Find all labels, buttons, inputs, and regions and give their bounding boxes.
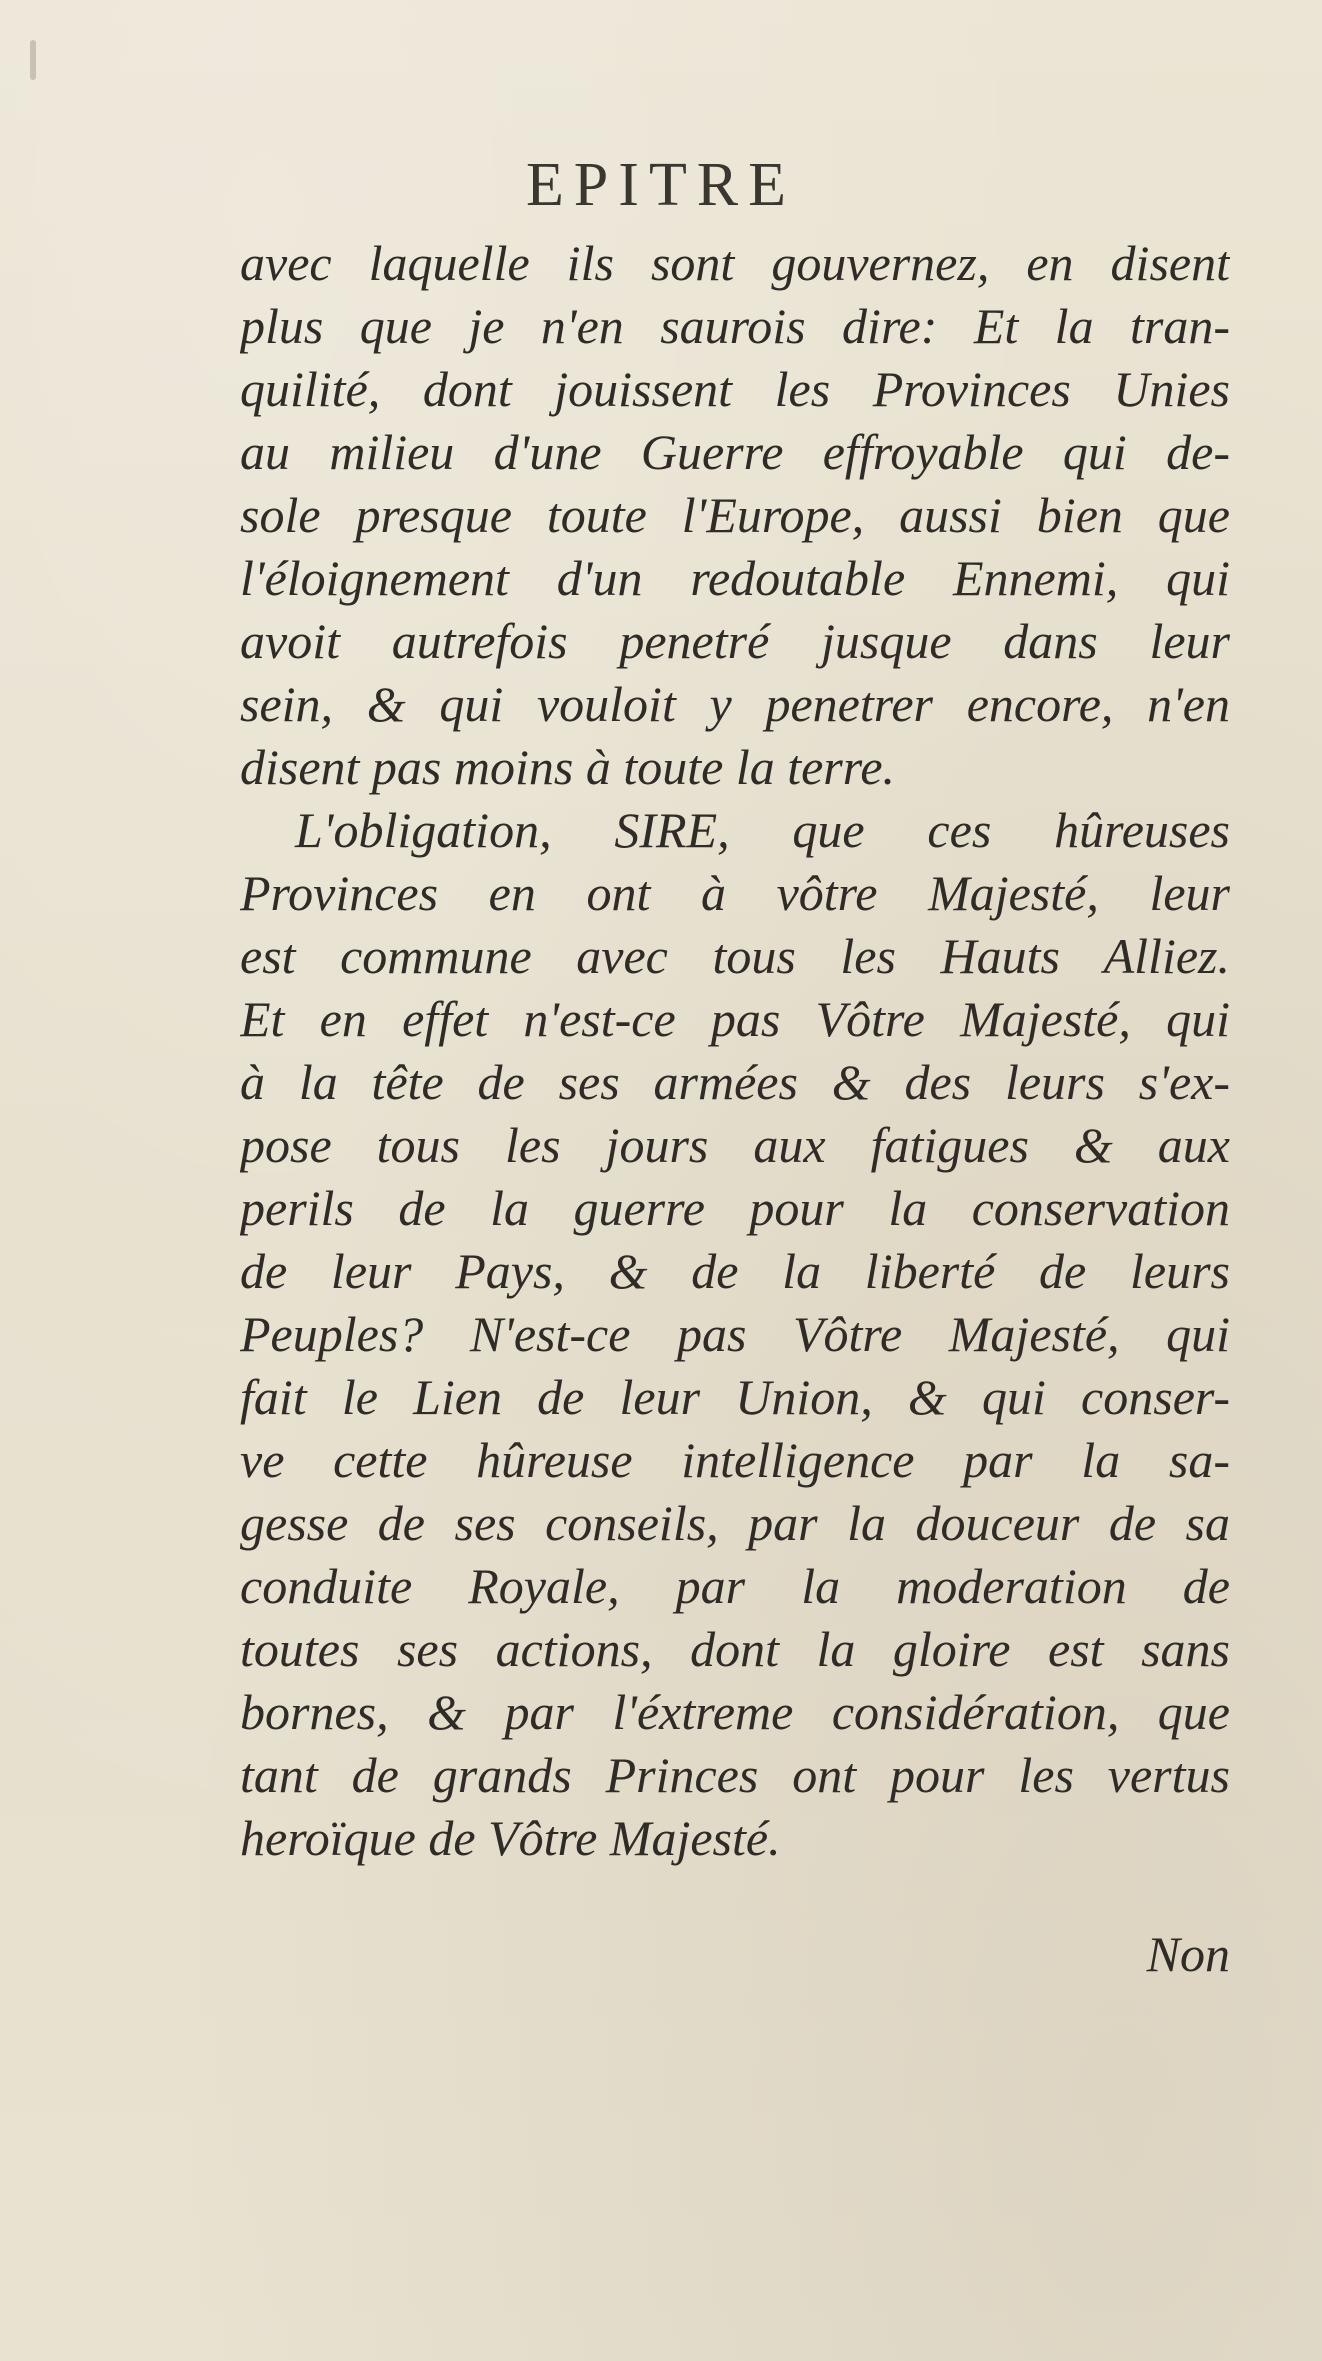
text-line: Provinces en ont à vôtre Majesté, leur <box>240 865 1230 921</box>
text-line: avoit autrefois penetré jusque dans leur <box>240 613 1230 669</box>
text-line: sole presque toute l'Europe, aussi bien que <box>240 487 1230 543</box>
text-line: perils de la guerre pour la conservation <box>240 1180 1230 1236</box>
text-line: quilité, dont jouissent les Provinces Unies <box>240 361 1230 417</box>
text-line: de leur Pays, & de la liberté de leurs <box>240 1243 1230 1299</box>
text-line: toutes ses actions, dont la gloire est sans <box>240 1621 1230 1677</box>
text-line: fait le Lien de leur Union, & qui conser- <box>240 1369 1230 1425</box>
page-mark <box>30 40 36 80</box>
catchword: Non <box>1146 1926 1230 1982</box>
text-line: bornes, & par l'éxtreme considération, que <box>240 1684 1230 1740</box>
text-line: Peuples? N'est-ce pas Vôtre Majesté, qui <box>240 1306 1230 1362</box>
text-line: sein, & qui vouloit y penetrer encore, n'en <box>240 676 1230 732</box>
text-line: heroïque de Vôtre Majesté. <box>240 1810 781 1866</box>
text-line: pose tous les jours aux fatigues & aux <box>240 1117 1230 1173</box>
body-text <box>240 232 1230 1870</box>
text-line: avec laquelle ils sont gouvernez, en disent <box>240 235 1230 291</box>
text-line: tant de grands Princes ont pour les vertus <box>240 1747 1230 1803</box>
text-line: plus que je n'en saurois dire: Et la tran- <box>240 298 1230 354</box>
text-line: ve cette hûreuse intelligence par la sa- <box>240 1432 1230 1488</box>
page-heading: EPITRE <box>525 151 797 219</box>
text-line: Et en effet n'est-ce pas Vôtre Majesté, qui <box>240 991 1230 1047</box>
text-line: l'éloignement d'un redoutable Ennemi, qui <box>240 550 1230 606</box>
text-line: au milieu d'une Guerre effroyable qui de- <box>240 424 1230 480</box>
text-line: L'obligation, SIRE, que ces hûreuses <box>295 802 1230 858</box>
text-line: gesse de ses conseils, par la douceur de sa <box>240 1495 1230 1551</box>
text-line: est commune avec tous les Hauts Alliez. <box>240 928 1230 984</box>
text-line: disent pas moins à toute la terre. <box>240 739 896 795</box>
text-line: à la tête de ses armées & des leurs s'ex- <box>240 1054 1230 1110</box>
text-line: conduite Royale, par la moderation de <box>240 1558 1230 1614</box>
